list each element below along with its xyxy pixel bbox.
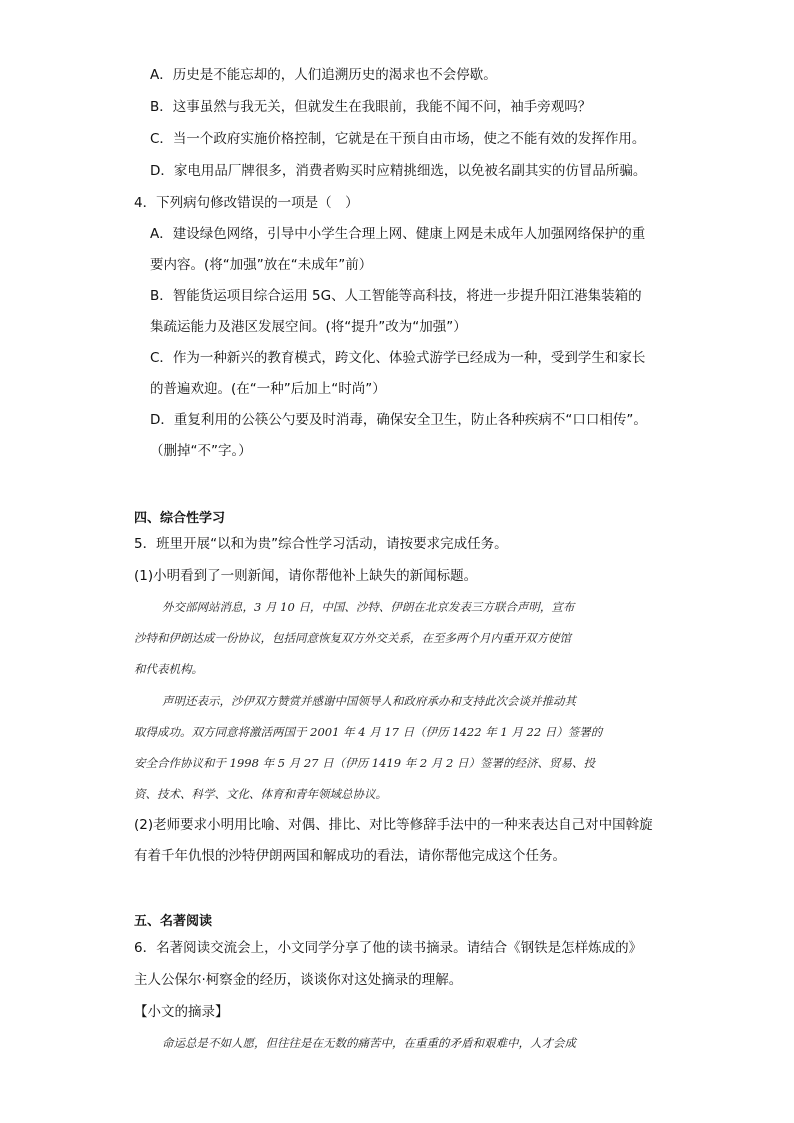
q3-option-c: C．当一个政府实施价格控制，它就是在干预自由市场，使之不能有效的发挥作用。 (150, 131, 646, 147)
q4-option-d-line2: （删掉“不”字。） (150, 443, 252, 459)
q4-option-a-line2: 要内容。(将“加强”放在“未成年”前） (150, 257, 373, 273)
q4-option-c-line1: C．作为一种新兴的教育模式，跨文化、体验式游学已经成为一种，受到学生和家长 (150, 350, 646, 366)
q3-option-b: B．这事虽然与我无关，但就发生在我眼前，我能不闻不问，袖手旁观吗？ (150, 99, 592, 115)
q5-sub2-line1: (2)老师要求小明用比喻、对偶、排比、对比等修辞手法中的一种来表达自己对中国斡旋 (134, 817, 653, 833)
q4-option-b-line2: 集疏运能力及港区发展空间。(将“提升”改为“加强”） (150, 319, 467, 335)
q4-option-a-line1: A．建设绿色网络，引导中小学生合理上网、健康上网是未成年人加强网络保护的重 (150, 226, 646, 242)
excerpt-line1: 命运总是不如人愿，但往往是在无数的痛苦中，在重重的矛盾和艰难中，人才会成 (162, 1036, 576, 1050)
q3-option-d: D．家电用品厂牌很多，消费者购买时应精挑细选，以免被名副其实的仿冒品所骗。 (150, 163, 647, 179)
news-p2-line3: 安全合作协议和于 1998 年 5 月 27 日（伊历 1419 年 2 月 2 日）签署的经济、贸易、投 (134, 756, 595, 770)
news-p2-line2: 取得成功。双方同意将激活两国于 2001 年 4 月 17 日（伊历 1422 年 1 月 22 日）签署的 (134, 725, 603, 739)
section-heading-comprehensive-study: 四、综合性学习 (134, 511, 226, 526)
q6-line1: 6．名著阅读交流会上，小文同学分享了他的读书摘录。请结合《钢铁是怎样炼成的》 (134, 940, 643, 956)
q4-option-c-line2: 的普遍欢迎。(在“一种”后加上“时尚”） (150, 381, 386, 397)
q5-sub1: (1)小明看到了一则新闻，请你帮他补上缺失的新闻标题。 (134, 568, 478, 584)
q4-option-b-line1: B．智能货运项目综合运用 5G、人工智能等高科技，将进一步提升阳江港集装箱的 (150, 288, 642, 304)
q4-option-d-line1: D．重复利用的公筷公勺要及时消毒，确保安全卫生，防止各种疾病不“口口相传”。 (150, 412, 647, 428)
excerpt-label: 【小文的摘录】 (134, 1004, 229, 1020)
news-p2-line1: 声明还表示，沙伊双方赞赏并感谢中国领导人和政府承办和支持此次会谈并推动其 (162, 694, 576, 708)
q5-sub2-line2: 有着千年仇恨的沙特伊朗两国和解成功的看法，请你帮他完成这个任务。 (134, 848, 566, 864)
news-p1-line1: 外交部网站消息，3 月 10 日，中国、沙特、伊朗在北京发表三方联合声明，宣布 (162, 600, 575, 614)
q4-stem: 4．下列病句修改错误的一项是（ ） (134, 195, 359, 211)
q5-stem: 5．班里开展“以和为贵”综合性学习活动，请按要求完成任务。 (134, 536, 508, 552)
news-p1-line2: 沙特和伊朗达成一份协议，包括同意恢复双方外交关系，在至多两个月内重开双方使馆 (134, 631, 571, 645)
q6-line2: 主人公保尔·柯察金的经历，谈谈你对这处摘录的理解。 (134, 972, 463, 988)
section-heading-classic-reading: 五、名著阅读 (134, 914, 213, 929)
news-p2-line4: 资、技术、科学、文化、体育和青年领域总协议。 (134, 787, 387, 801)
q3-option-a: A．历史是不能忘却的，人们追溯历史的渴求也不会停歇。 (150, 67, 497, 83)
news-p1-line3: 和代表机构。 (134, 662, 203, 676)
